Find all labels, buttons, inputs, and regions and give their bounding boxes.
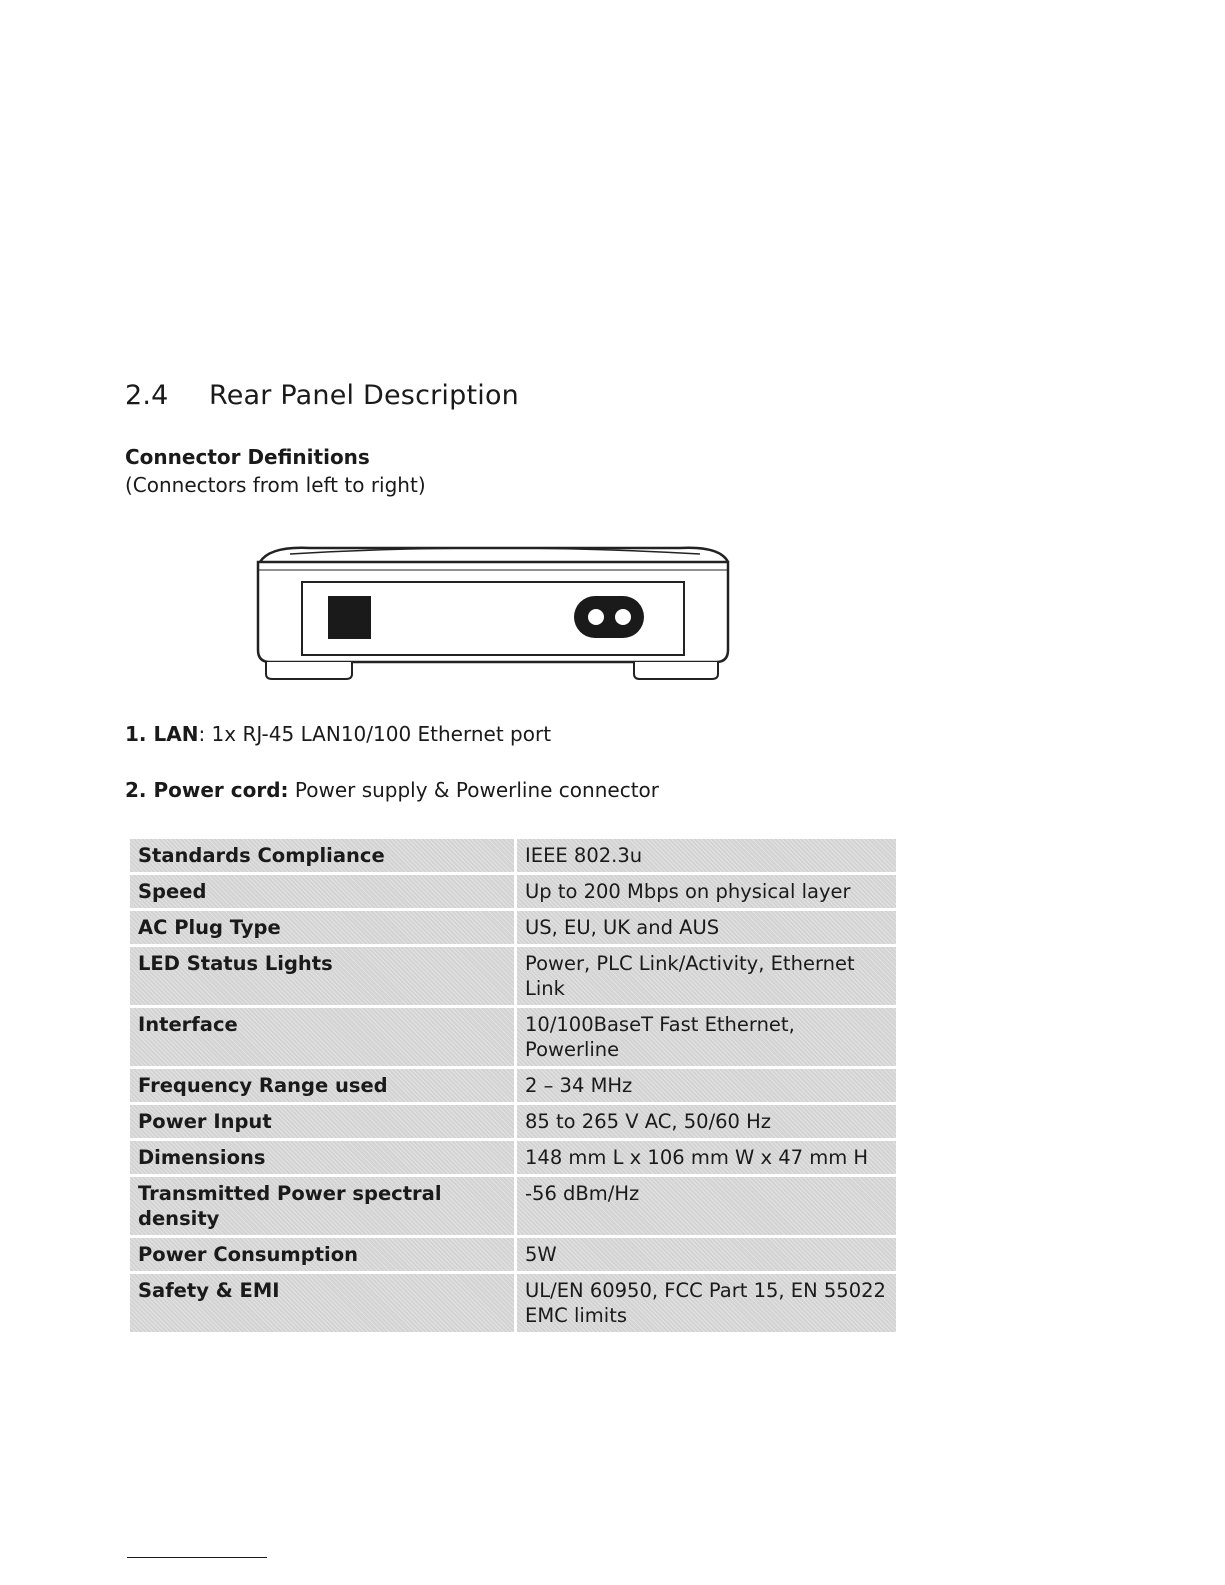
spec-value: 148 mm L x 106 mm W x 47 mm H — [517, 1141, 896, 1174]
section-title: Rear Panel Description — [209, 380, 519, 411]
table-row — [130, 947, 896, 1005]
section-number: 2.4 — [125, 380, 169, 411]
connector-item-power-text: Power supply & Powerline connector — [288, 778, 659, 802]
spec-value: 10/100BaseT Fast Ethernet, Powerline — [517, 1008, 896, 1066]
connector-item-power — [125, 778, 659, 802]
connector-definitions-heading: Connector Definitions — [125, 445, 370, 469]
table-row — [130, 839, 896, 872]
connector-order-note: (Connectors from left to right) — [125, 473, 426, 497]
spec-label: Interface — [130, 1008, 514, 1066]
table-row — [130, 1274, 896, 1332]
spec-value: Power, PLC Link/Activity, Ethernet Link — [517, 947, 896, 1005]
table-row — [130, 911, 896, 944]
connector-item-lan-label: 1. LAN — [125, 722, 199, 746]
spec-label: AC Plug Type — [130, 911, 514, 944]
spec-value: UL/EN 60950, FCC Part 15, EN 55022 EMC limits — [517, 1274, 896, 1332]
connector-item-lan: 1. LAN: 1x RJ-45 LAN10/100 Ethernet port — [125, 722, 552, 746]
table-row — [130, 1069, 896, 1102]
device-top-edge — [260, 548, 728, 562]
table-row — [130, 1105, 896, 1138]
spec-label: Dimensions — [130, 1141, 514, 1174]
power-socket-icon — [574, 596, 644, 638]
spec-value: 2 – 34 MHz — [517, 1069, 896, 1102]
spec-value: IEEE 802.3u — [517, 839, 896, 872]
section-heading — [125, 380, 519, 411]
connector-item-lan-text: 1x RJ-45 LAN10/100 Ethernet port — [205, 722, 552, 746]
table-row — [130, 1238, 896, 1271]
spec-value: US, EU, UK and AUS — [517, 911, 896, 944]
spec-label: Power Consumption — [130, 1238, 514, 1271]
lan-port-icon — [328, 596, 371, 639]
spec-label: Power Input — [130, 1105, 514, 1138]
spec-value: -56 dBm/Hz — [517, 1177, 896, 1235]
spec-label: Frequency Range used — [130, 1069, 514, 1102]
spec-label: Standards Compliance — [130, 839, 514, 872]
table-row — [130, 875, 896, 908]
rear-panel-illustration — [250, 540, 735, 685]
spec-value: Up to 200 Mbps on physical layer — [517, 875, 896, 908]
table-row — [130, 1008, 896, 1066]
spec-label: LED Status Lights — [130, 947, 514, 1005]
table-row — [130, 1177, 896, 1235]
spec-value: 85 to 265 V AC, 50/60 Hz — [517, 1105, 896, 1138]
spec-label: Speed — [130, 875, 514, 908]
device-foot-left — [266, 662, 352, 679]
connector-item-power-label: 2. Power cord: — [125, 778, 289, 802]
spec-label: Transmitted Power spectral density — [130, 1177, 514, 1235]
specifications-table — [127, 836, 899, 1335]
spec-label: Safety & EMI — [130, 1274, 514, 1332]
device-foot-right — [634, 662, 718, 679]
table-row — [130, 1141, 896, 1174]
footnote-rule — [127, 1557, 267, 1558]
spec-value: 5W — [517, 1238, 896, 1271]
